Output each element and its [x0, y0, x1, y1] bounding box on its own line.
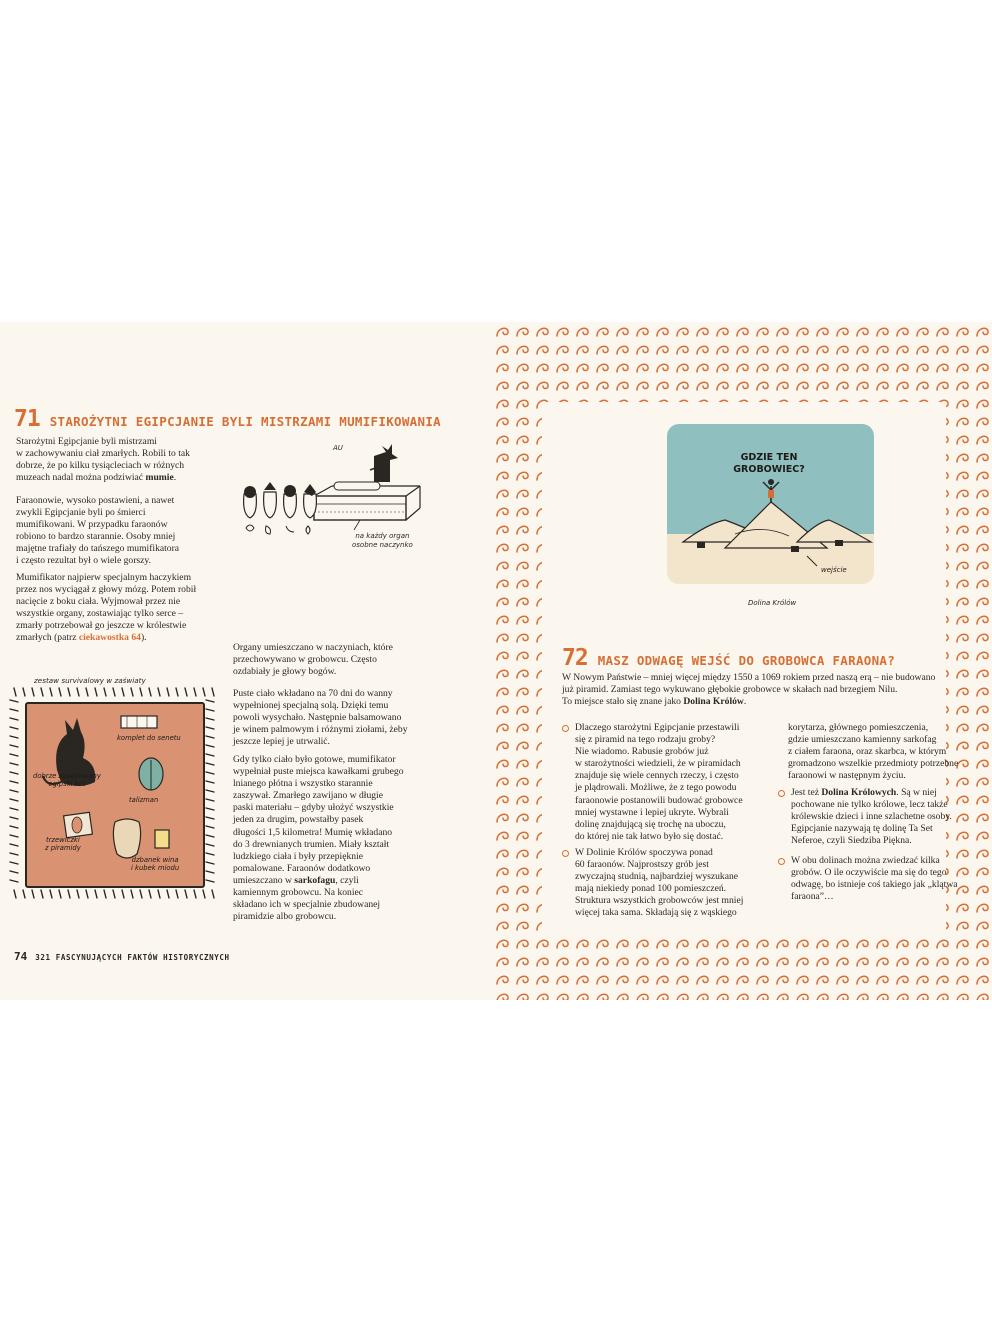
border-tick [23, 890, 25, 898]
border-tick [131, 688, 133, 696]
text-line: piramidzie albo grobowcu. [233, 911, 337, 923]
border-tick [10, 709, 18, 711]
border-tick [104, 890, 106, 898]
bullet-text: Dlaczego starożytni Egipcjanie przestawili się z piramid na tego rodzaju groby? Nie wiadomo. Rabusie grobów już w starożytności wiedzieli, że w piramidach znajduje się wiele cennych rzeczy, i często je plądrowali. Możliwe, że z tego powodu faraonowie postanowili budować grobowce mniej wystawne i lepiej ukryte. Wybrali dolinę znajdującą się trochę na uboczu, do której nie tak łatwo było się dostać. [575, 722, 743, 842]
border-tick [50, 890, 52, 898]
speech-text-line-2: GROBOWIEC? [733, 464, 805, 475]
text-line: do 3 drewnianych trumien. Miały kształt [233, 838, 390, 850]
text-line: zmarły potrzebował go jeszcze w królestwie [16, 620, 187, 632]
fact-number: 72 [562, 645, 588, 671]
fact-72-heading [562, 645, 895, 671]
border-tick [149, 688, 151, 696]
speech-text-line-1: GDZIE TEN [740, 452, 798, 463]
note-line: na każdy organ [355, 532, 410, 540]
border-tick [10, 862, 18, 864]
border-tick [206, 754, 214, 756]
text-line: W Nowym Państwie – mniej więcej między 1550 a 1069 rokiem przed naszą erą – nie budowano [562, 672, 936, 683]
border-tick [206, 808, 214, 810]
kit-header: zestaw survivalowy w zaświaty [34, 676, 146, 685]
border-tick [194, 890, 196, 898]
text-line: składano ich w specjalnie zbudowanej [233, 899, 381, 911]
border-tick [10, 799, 18, 801]
bullet-marker [778, 858, 785, 865]
border-tick [206, 862, 214, 864]
note-line: osobne naczynko [352, 541, 413, 549]
text-line: powoli wysychało. Następnie balsamowano [233, 712, 402, 724]
border-tick [167, 890, 169, 898]
border-tick [104, 688, 106, 696]
border-tick [206, 871, 214, 873]
border-tick [77, 688, 79, 696]
border-tick [86, 890, 88, 898]
fact-71-col2-paragraph-3 [233, 754, 404, 923]
page-number: 74 [14, 950, 28, 963]
border-tick [10, 772, 18, 774]
border-tick [140, 688, 142, 696]
border-tick [10, 817, 18, 819]
border-tick [32, 688, 34, 696]
border-tick [131, 890, 133, 898]
border-tick [206, 799, 214, 801]
fact-71-paragraph-1 [16, 436, 190, 484]
kit-label-sandals [45, 836, 81, 852]
border-tick [10, 754, 18, 756]
fact-71-col2-paragraph-2 [233, 688, 408, 748]
entrance-label: wejście [821, 566, 847, 574]
bullet-text: Jest też Dolina Królowych. Są w niej pochowane nie tylko królowe, lecz także królewskie dzieci i inne szlachetne osoby. Egipcjanie nazywają tę dolinę Ta Set Neferoe, czyli Siedziba Piękna. [791, 787, 952, 847]
kit-label-line: i kubek miodu [131, 864, 180, 872]
text-line: dobrze, że po kilku tysiącleciach w różnych [16, 460, 185, 472]
border-tick [194, 688, 196, 696]
text-line: wypełnionej specjalną solą. Dzięki temu [233, 700, 389, 712]
survival-kit-panel [25, 702, 205, 888]
border-tick [212, 688, 214, 696]
text-line: robiono to bardzo starannie. Osoby mniej [16, 531, 176, 543]
kit-label-line: dobrze zapakowany [33, 772, 101, 780]
border-tick [206, 718, 214, 720]
text-line: wypełniał puste miejsca kawałkami grubego [233, 766, 404, 778]
kit-label-senet: komplet do senetu [117, 734, 181, 742]
border-tick [206, 745, 214, 747]
border-tick [158, 890, 160, 898]
text-line: Organy umieszczano w naczyniach, które [233, 642, 393, 653]
border-tick [10, 781, 18, 783]
border-tick [10, 763, 18, 765]
bullet-marker [778, 790, 785, 797]
text-line: paski materiału – gdyby ułożyć wszystkie [233, 802, 394, 814]
fact-title: STAROŻYTNI EGIPCJANIE BYLI MISTRZAMI MUMIFIKOWANIA [49, 414, 441, 429]
border-tick [10, 808, 18, 810]
border-tick [23, 688, 25, 696]
valley-of-kings-illustration [667, 424, 874, 584]
border-tick [10, 871, 18, 873]
text-line: ludzkiego ciała i były przepięknie [233, 850, 363, 862]
sketch-note [352, 532, 413, 550]
border-tick [122, 890, 124, 898]
border-tick [206, 826, 214, 828]
cross-reference-link[interactable]: ciekawostka 64 [78, 632, 141, 644]
border-tick [185, 890, 187, 898]
text-line: przez nos wyciągał z głowy mózg. Potem robił [16, 584, 197, 596]
sketch-exclamation: AU [333, 444, 343, 452]
text-line: Starożytni Egipcjanie byli mistrzami [16, 436, 157, 447]
border-tick [206, 709, 214, 711]
bullet-item [562, 847, 743, 920]
border-tick [10, 736, 18, 738]
page-footer [14, 950, 230, 963]
fact-72-col2-text [788, 722, 958, 782]
text-line: Puste ciało wkładano na 70 dni do wanny [233, 688, 393, 699]
border-tick [206, 727, 214, 729]
text-line: Gdy tylko ciało było gotowe, mumifikator [233, 754, 396, 765]
border-tick [10, 727, 18, 729]
border-tick [59, 688, 61, 696]
fact-71-heading [14, 406, 441, 432]
left-page [0, 322, 494, 1000]
mummification-sketch [236, 444, 422, 540]
bullet-text: W Dolinie Królów spoczywa ponad 60 faraonów. Najprostszy grób jest zwyczajną studnią, najbardziej wyszukane mają niekiedy ponad 100 pomieszczeń. Struktura wszystkich grobowców jest mniej więcej taka sama. Składają się z wąskiego [575, 847, 744, 919]
book-spread [0, 322, 992, 1000]
text-line: umieszczano w sarkofagu, czyli [233, 874, 359, 886]
text-line: jeden za drugim, powstałby pasek [233, 814, 364, 826]
text-line: Faraonowie, wysoko postawieni, a nawet [16, 495, 175, 506]
bullet-marker [562, 725, 569, 732]
kit-label-wine [131, 856, 179, 872]
border-tick [206, 700, 214, 702]
border-tick [206, 736, 214, 738]
border-tick [212, 890, 214, 898]
border-tick [77, 890, 79, 898]
border-tick [86, 688, 88, 696]
border-tick [95, 890, 97, 898]
border-tick [185, 688, 187, 696]
text-line: gdzie umieszczano kamienny sarkofag [788, 734, 937, 746]
kit-label-line: egipski kot [48, 780, 86, 788]
border-tick [206, 763, 214, 765]
border-tick [206, 853, 214, 855]
text-line: zmarłych (patrz ciekawostka 64). [16, 632, 147, 644]
illustration-caption: Dolina Królów [748, 599, 797, 607]
text-line: z ciałem faraona, oraz skarbca, w którym [788, 746, 947, 758]
fact-number: 71 [14, 406, 40, 432]
border-tick [176, 890, 178, 898]
border-tick [10, 835, 18, 837]
text-line: mumifikowani. W przypadku faraonów [16, 519, 168, 531]
border-tick [68, 890, 70, 898]
border-tick [50, 688, 52, 696]
border-tick [206, 844, 214, 846]
border-tick [113, 688, 115, 696]
border-tick [203, 890, 205, 898]
border-tick [10, 826, 18, 828]
border-tick [10, 844, 18, 846]
text-line: jeszcze lepiej je utrwalić. [233, 736, 330, 748]
border-tick [10, 880, 18, 882]
text-line: faraonowi w następnym życiu. [788, 770, 906, 782]
border-tick [68, 688, 70, 696]
right-page [494, 322, 992, 1000]
fact-71-col2-paragraph-1 [233, 642, 393, 678]
bullet-item [778, 855, 958, 903]
kit-label-line: dzbanek wina [131, 856, 179, 864]
border-tick [10, 718, 18, 720]
text-line: nacięcie z boku ciała. Wyjmował przez nie [16, 596, 181, 608]
kit-label-line: z piramidy [45, 844, 81, 852]
border-tick [14, 688, 16, 696]
text-line: w zachowywaniu ciał zmarłych. Robili to tak [16, 448, 190, 460]
text-line: zaszywał. Zmarłego zawijano w długie [233, 790, 383, 802]
border-tick [122, 688, 124, 696]
text-line: gromadzono wszelkie przedmioty potrzebne [788, 758, 959, 770]
border-tick [32, 890, 34, 898]
fact-71-paragraph-3 [16, 572, 196, 645]
border-tick [167, 688, 169, 696]
border-tick [140, 890, 142, 898]
border-tick [158, 688, 160, 696]
text-line: wszystkie organy, zostawiając tylko serce – [16, 608, 184, 620]
kit-label-line: trzewiczki [45, 836, 80, 844]
border-tick [10, 790, 18, 792]
bullet-marker [562, 850, 569, 857]
border-tick [59, 890, 61, 898]
text-line: Mumifikator najpierw specjalnym haczykiem [16, 572, 192, 583]
text-line: przechowywano w grobowcu. Często [233, 654, 377, 666]
fact-71-paragraph-2 [16, 495, 179, 568]
text-line: długości 1,5 kilometra! Mumię wkładano [233, 826, 393, 838]
bullet-item [562, 722, 743, 843]
text-line: pomalowane. Faraonów dodatkowo [233, 862, 371, 874]
fact-title: MASZ ODWAGĘ WEJŚĆ DO GROBOWCA FARAONA? [597, 653, 896, 668]
border-tick [95, 688, 97, 696]
text-line: majętne trafiały do tańszego mumifikatora [16, 543, 180, 555]
border-tick [10, 700, 18, 702]
text-line: ozdabiały je głowy bogów. [233, 666, 337, 678]
border-tick [113, 890, 115, 898]
border-tick [206, 790, 214, 792]
border-tick [206, 772, 214, 774]
border-tick [149, 890, 151, 898]
illustration-drawing [667, 424, 874, 584]
border-tick [10, 745, 18, 747]
text-line: zwykli Egipcjanie byli po śmierci [16, 507, 146, 519]
border-tick [41, 890, 43, 898]
text-line: już piramid. Zamiast tego wykuwano głębokie grobowce w skałach nad brzegiem Nilu. [562, 684, 898, 696]
border-tick [14, 890, 16, 898]
border-tick [206, 817, 214, 819]
text-line: korytarza, głównego pomieszczenia, [788, 722, 929, 733]
bullet-text: W obu dolinach można zwiedzać kilka grobów. O ile oczywiście ma się do tego odwagę, bo istnieje coś takiego jak „klątwa faraona”… [791, 855, 958, 903]
text-line: i często rezultat był o wiele gorszy. [16, 555, 151, 567]
text-line: To miejsce stało się znane jako Dolina Królów. [562, 696, 747, 708]
text-line: lnianego płótna i wszystko starannie [233, 778, 373, 790]
border-tick [206, 880, 214, 882]
border-tick [176, 688, 178, 696]
text-line: muzeach nadal można podziwiać mumie. [16, 472, 177, 484]
border-tick [206, 835, 214, 837]
kit-label-cat [33, 772, 101, 788]
bullet-item [778, 787, 952, 847]
border-tick [203, 688, 205, 696]
text-line: kamiennym grobowcu. Na koniec [233, 887, 364, 899]
book-title: 321 FASCYNUJĄCYCH FAKTÓW HISTORYCZNYCH [35, 953, 230, 962]
kit-label-talisman: talizman [129, 796, 159, 804]
text-line: je winem palmowym i różnymi ziołami, żeby [233, 724, 408, 736]
fact-72-intro [562, 672, 935, 708]
border-tick [41, 688, 43, 696]
border-tick [10, 853, 18, 855]
border-tick [206, 781, 214, 783]
